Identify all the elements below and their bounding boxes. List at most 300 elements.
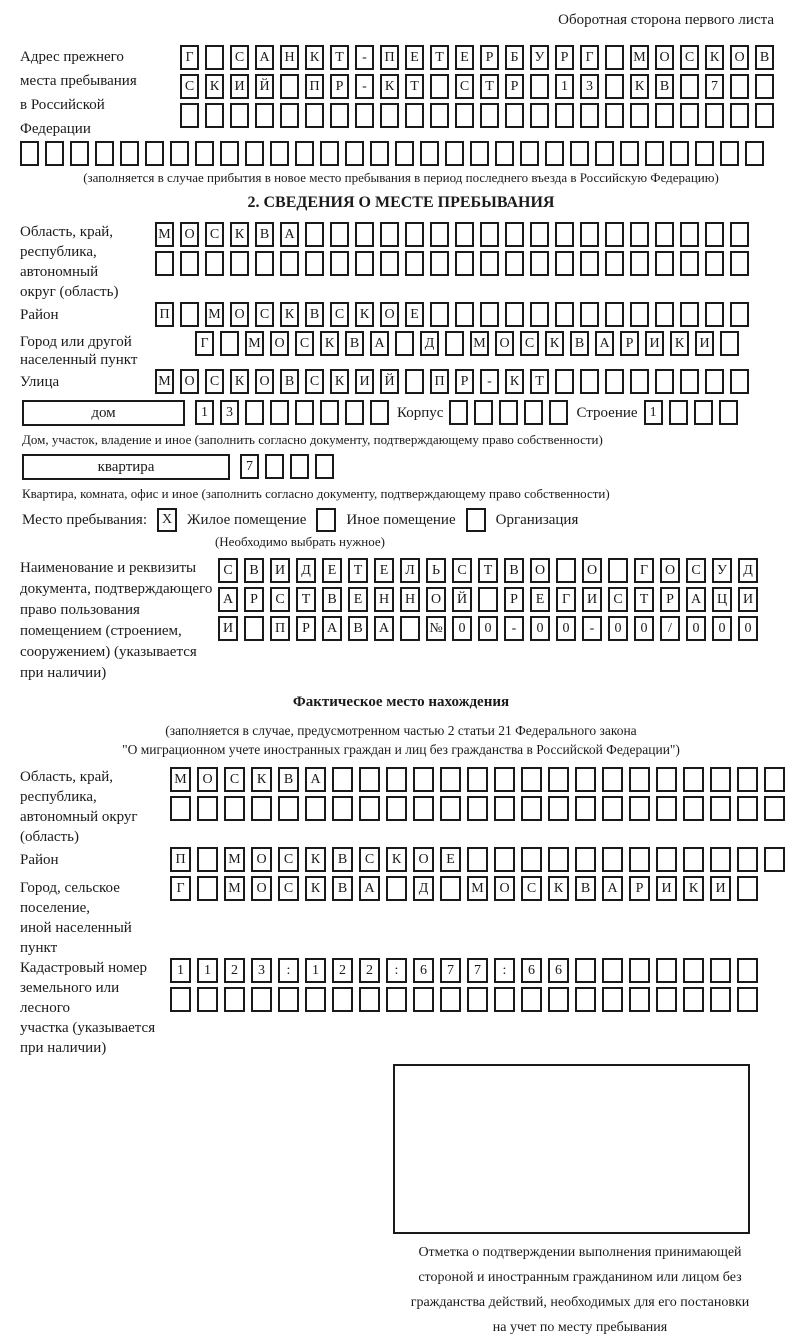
char-cell[interactable]: Л <box>400 558 420 583</box>
char-cell[interactable]: У <box>712 558 732 583</box>
char-cell[interactable]: К <box>545 331 564 356</box>
char-cell[interactable] <box>245 400 264 425</box>
char-cell[interactable] <box>575 958 596 983</box>
char-cell[interactable] <box>694 400 713 425</box>
char-cell[interactable]: Т <box>430 45 449 70</box>
char-cell[interactable]: В <box>755 45 774 70</box>
char-cell[interactable]: О <box>660 558 680 583</box>
char-cell[interactable]: Р <box>555 45 574 70</box>
char-cell[interactable]: К <box>355 302 374 327</box>
char-cell[interactable] <box>605 302 624 327</box>
char-cell[interactable] <box>440 987 461 1012</box>
char-cell[interactable]: К <box>320 331 339 356</box>
char-cell[interactable]: П <box>155 302 174 327</box>
char-cell[interactable] <box>413 796 434 821</box>
char-cell[interactable] <box>400 616 420 641</box>
char-cell[interactable] <box>405 222 424 247</box>
char-cell[interactable] <box>332 987 353 1012</box>
char-cell[interactable]: Й <box>452 587 472 612</box>
char-cell[interactable] <box>280 251 299 276</box>
char-cell[interactable]: М <box>630 45 649 70</box>
char-cell[interactable]: Г <box>580 45 599 70</box>
char-cell[interactable] <box>745 141 764 166</box>
char-cell[interactable] <box>355 222 374 247</box>
char-cell[interactable] <box>705 222 724 247</box>
char-cell[interactable] <box>395 331 414 356</box>
char-cell[interactable]: И <box>738 587 758 612</box>
char-cell[interactable] <box>197 796 218 821</box>
char-cell[interactable]: 3 <box>251 958 272 983</box>
char-cell[interactable]: О <box>655 45 674 70</box>
char-cell[interactable]: А <box>255 45 274 70</box>
char-cell[interactable] <box>505 302 524 327</box>
char-cell[interactable] <box>602 796 623 821</box>
char-cell[interactable]: - <box>355 45 374 70</box>
char-cell[interactable]: 0 <box>478 616 498 641</box>
char-cell[interactable]: Т <box>330 45 349 70</box>
char-cell[interactable]: 7 <box>440 958 461 983</box>
char-cell[interactable]: К <box>548 876 569 901</box>
char-cell[interactable]: 1 <box>305 958 326 983</box>
char-cell[interactable]: 7 <box>240 454 259 479</box>
char-cell[interactable]: А <box>322 616 342 641</box>
char-cell[interactable]: Р <box>330 74 349 99</box>
char-cell[interactable] <box>315 454 334 479</box>
char-cell[interactable]: С <box>230 45 249 70</box>
char-cell[interactable] <box>710 796 731 821</box>
char-cell[interactable] <box>629 958 650 983</box>
char-cell[interactable]: 2 <box>224 958 245 983</box>
char-cell[interactable]: Б <box>505 45 524 70</box>
char-cell[interactable] <box>330 251 349 276</box>
char-cell[interactable]: В <box>655 74 674 99</box>
char-cell[interactable]: А <box>359 876 380 901</box>
char-cell[interactable]: С <box>278 876 299 901</box>
char-cell[interactable]: В <box>570 331 589 356</box>
char-cell[interactable]: 0 <box>556 616 576 641</box>
char-cell[interactable]: М <box>205 302 224 327</box>
char-cell[interactable] <box>413 767 434 792</box>
char-cell[interactable]: А <box>374 616 394 641</box>
char-cell[interactable] <box>355 103 374 128</box>
char-cell[interactable]: С <box>608 587 628 612</box>
char-cell[interactable] <box>710 958 731 983</box>
char-cell[interactable] <box>455 251 474 276</box>
char-cell[interactable]: Е <box>348 587 368 612</box>
char-cell[interactable]: А <box>686 587 706 612</box>
char-cell[interactable] <box>405 369 424 394</box>
char-cell[interactable] <box>455 302 474 327</box>
char-cell[interactable] <box>330 222 349 247</box>
char-cell[interactable]: 1 <box>644 400 663 425</box>
char-cell[interactable]: 1 <box>195 400 214 425</box>
char-cell[interactable] <box>295 400 314 425</box>
char-cell[interactable]: С <box>521 876 542 901</box>
char-cell[interactable] <box>405 251 424 276</box>
char-cell[interactable]: О <box>251 876 272 901</box>
char-cell[interactable] <box>440 767 461 792</box>
char-cell[interactable] <box>197 876 218 901</box>
char-cell[interactable] <box>705 251 724 276</box>
char-cell[interactable] <box>720 141 739 166</box>
char-cell[interactable] <box>555 222 574 247</box>
char-cell[interactable] <box>332 767 353 792</box>
char-cell[interactable]: С <box>218 558 238 583</box>
char-cell[interactable] <box>445 141 464 166</box>
char-cell[interactable] <box>730 251 749 276</box>
char-cell[interactable] <box>683 847 704 872</box>
char-cell[interactable] <box>180 103 199 128</box>
char-cell[interactable]: М <box>224 876 245 901</box>
char-cell[interactable]: С <box>224 767 245 792</box>
char-cell[interactable] <box>720 331 739 356</box>
char-cell[interactable] <box>530 251 549 276</box>
char-cell[interactable] <box>359 796 380 821</box>
char-cell[interactable]: М <box>467 876 488 901</box>
char-cell[interactable] <box>629 987 650 1012</box>
char-cell[interactable] <box>670 141 689 166</box>
char-cell[interactable] <box>629 796 650 821</box>
char-cell[interactable]: Й <box>255 74 274 99</box>
char-cell[interactable]: 0 <box>452 616 472 641</box>
char-cell[interactable] <box>680 222 699 247</box>
char-cell[interactable]: Т <box>405 74 424 99</box>
char-cell[interactable]: К <box>230 222 249 247</box>
char-cell[interactable] <box>370 141 389 166</box>
char-cell[interactable]: И <box>710 876 731 901</box>
char-cell[interactable] <box>280 74 299 99</box>
char-cell[interactable] <box>530 103 549 128</box>
char-cell[interactable] <box>608 558 628 583</box>
char-cell[interactable] <box>195 141 214 166</box>
char-cell[interactable] <box>305 987 326 1012</box>
char-cell[interactable]: 6 <box>413 958 434 983</box>
char-cell[interactable]: С <box>305 369 324 394</box>
char-cell[interactable] <box>683 796 704 821</box>
char-cell[interactable]: Р <box>660 587 680 612</box>
char-cell[interactable] <box>305 796 326 821</box>
char-cell[interactable] <box>505 251 524 276</box>
char-cell[interactable] <box>467 767 488 792</box>
char-cell[interactable]: И <box>218 616 238 641</box>
checkbox-organization[interactable] <box>466 508 486 532</box>
char-cell[interactable] <box>602 767 623 792</box>
char-cell[interactable] <box>224 987 245 1012</box>
char-cell[interactable] <box>737 958 758 983</box>
char-cell[interactable] <box>655 369 674 394</box>
char-cell[interactable] <box>764 767 785 792</box>
char-cell[interactable]: Д <box>420 331 439 356</box>
char-cell[interactable]: В <box>348 616 368 641</box>
char-cell[interactable] <box>155 251 174 276</box>
char-cell[interactable] <box>605 369 624 394</box>
char-cell[interactable] <box>669 400 688 425</box>
house-type-box[interactable]: дом <box>22 400 185 426</box>
char-cell[interactable]: А <box>595 331 614 356</box>
char-cell[interactable]: Р <box>620 331 639 356</box>
char-cell[interactable] <box>355 251 374 276</box>
char-cell[interactable] <box>505 222 524 247</box>
char-cell[interactable]: С <box>680 45 699 70</box>
char-cell[interactable]: Г <box>195 331 214 356</box>
char-cell[interactable] <box>605 251 624 276</box>
char-cell[interactable]: О <box>495 331 514 356</box>
char-cell[interactable] <box>548 847 569 872</box>
char-cell[interactable] <box>656 847 677 872</box>
char-cell[interactable] <box>602 987 623 1012</box>
char-cell[interactable] <box>467 987 488 1012</box>
char-cell[interactable]: - <box>480 369 499 394</box>
char-cell[interactable] <box>230 103 249 128</box>
char-cell[interactable]: 1 <box>197 958 218 983</box>
char-cell[interactable]: 3 <box>220 400 239 425</box>
char-cell[interactable]: В <box>332 876 353 901</box>
char-cell[interactable] <box>244 616 264 641</box>
char-cell[interactable] <box>695 141 714 166</box>
char-cell[interactable] <box>380 222 399 247</box>
char-cell[interactable]: А <box>370 331 389 356</box>
char-cell[interactable] <box>449 400 468 425</box>
char-cell[interactable]: Т <box>296 587 316 612</box>
char-cell[interactable]: О <box>270 331 289 356</box>
char-cell[interactable] <box>430 251 449 276</box>
char-cell[interactable] <box>630 103 649 128</box>
char-cell[interactable] <box>737 796 758 821</box>
char-cell[interactable]: В <box>244 558 264 583</box>
char-cell[interactable] <box>737 847 758 872</box>
char-cell[interactable] <box>280 103 299 128</box>
char-cell[interactable]: И <box>230 74 249 99</box>
char-cell[interactable]: С <box>520 331 539 356</box>
char-cell[interactable] <box>680 369 699 394</box>
char-cell[interactable]: 0 <box>712 616 732 641</box>
char-cell[interactable] <box>470 141 489 166</box>
char-cell[interactable] <box>265 454 284 479</box>
char-cell[interactable] <box>332 796 353 821</box>
char-cell[interactable]: П <box>305 74 324 99</box>
char-cell[interactable] <box>499 400 518 425</box>
char-cell[interactable]: В <box>255 222 274 247</box>
char-cell[interactable] <box>380 251 399 276</box>
char-cell[interactable] <box>295 141 314 166</box>
char-cell[interactable] <box>180 302 199 327</box>
char-cell[interactable]: Т <box>480 74 499 99</box>
char-cell[interactable]: С <box>180 74 199 99</box>
char-cell[interactable]: С <box>455 74 474 99</box>
char-cell[interactable] <box>730 74 749 99</box>
char-cell[interactable] <box>656 767 677 792</box>
char-cell[interactable]: М <box>470 331 489 356</box>
char-cell[interactable]: К <box>205 74 224 99</box>
char-cell[interactable] <box>630 251 649 276</box>
char-cell[interactable]: Н <box>280 45 299 70</box>
char-cell[interactable] <box>170 796 191 821</box>
char-cell[interactable]: К <box>305 876 326 901</box>
char-cell[interactable]: О <box>494 876 515 901</box>
char-cell[interactable]: 1 <box>170 958 191 983</box>
char-cell[interactable]: С <box>278 847 299 872</box>
char-cell[interactable] <box>480 103 499 128</box>
char-cell[interactable]: Ь <box>426 558 446 583</box>
char-cell[interactable]: 0 <box>608 616 628 641</box>
char-cell[interactable]: Р <box>505 74 524 99</box>
char-cell[interactable]: С <box>686 558 706 583</box>
char-cell[interactable] <box>305 222 324 247</box>
char-cell[interactable] <box>629 767 650 792</box>
char-cell[interactable] <box>170 141 189 166</box>
char-cell[interactable]: В <box>278 767 299 792</box>
char-cell[interactable] <box>440 796 461 821</box>
char-cell[interactable] <box>580 302 599 327</box>
char-cell[interactable] <box>755 74 774 99</box>
char-cell[interactable]: 2 <box>332 958 353 983</box>
char-cell[interactable]: И <box>645 331 664 356</box>
char-cell[interactable]: М <box>155 369 174 394</box>
char-cell[interactable] <box>413 987 434 1012</box>
char-cell[interactable]: Е <box>440 847 461 872</box>
char-cell[interactable] <box>683 767 704 792</box>
char-cell[interactable]: 0 <box>530 616 550 641</box>
char-cell[interactable]: Ц <box>712 587 732 612</box>
char-cell[interactable] <box>386 987 407 1012</box>
char-cell[interactable] <box>255 251 274 276</box>
char-cell[interactable] <box>320 141 339 166</box>
char-cell[interactable] <box>530 302 549 327</box>
char-cell[interactable] <box>359 767 380 792</box>
char-cell[interactable]: : <box>494 958 515 983</box>
char-cell[interactable]: К <box>630 74 649 99</box>
char-cell[interactable]: В <box>280 369 299 394</box>
char-cell[interactable]: К <box>330 369 349 394</box>
char-cell[interactable]: 3 <box>580 74 599 99</box>
char-cell[interactable] <box>764 796 785 821</box>
char-cell[interactable]: О <box>582 558 602 583</box>
char-cell[interactable] <box>521 767 542 792</box>
char-cell[interactable] <box>605 222 624 247</box>
char-cell[interactable] <box>120 141 139 166</box>
char-cell[interactable]: П <box>170 847 191 872</box>
char-cell[interactable]: 1 <box>555 74 574 99</box>
char-cell[interactable]: С <box>255 302 274 327</box>
char-cell[interactable] <box>270 141 289 166</box>
char-cell[interactable]: К <box>386 847 407 872</box>
char-cell[interactable] <box>474 400 493 425</box>
char-cell[interactable] <box>445 331 464 356</box>
char-cell[interactable]: М <box>170 767 191 792</box>
char-cell[interactable] <box>656 987 677 1012</box>
char-cell[interactable]: Е <box>455 45 474 70</box>
char-cell[interactable]: С <box>359 847 380 872</box>
char-cell[interactable] <box>575 796 596 821</box>
char-cell[interactable] <box>645 141 664 166</box>
char-cell[interactable]: С <box>330 302 349 327</box>
char-cell[interactable]: И <box>582 587 602 612</box>
char-cell[interactable] <box>386 796 407 821</box>
char-cell[interactable] <box>455 103 474 128</box>
char-cell[interactable]: В <box>504 558 524 583</box>
char-cell[interactable] <box>370 400 389 425</box>
char-cell[interactable]: Е <box>405 45 424 70</box>
char-cell[interactable] <box>145 141 164 166</box>
char-cell[interactable]: 2 <box>359 958 380 983</box>
char-cell[interactable]: О <box>180 369 199 394</box>
char-cell[interactable] <box>305 251 324 276</box>
char-cell[interactable] <box>521 987 542 1012</box>
char-cell[interactable]: С <box>205 222 224 247</box>
char-cell[interactable] <box>440 876 461 901</box>
char-cell[interactable] <box>290 454 309 479</box>
char-cell[interactable]: Н <box>400 587 420 612</box>
char-cell[interactable]: Р <box>296 616 316 641</box>
char-cell[interactable] <box>180 251 199 276</box>
char-cell[interactable] <box>197 847 218 872</box>
char-cell[interactable]: 0 <box>686 616 706 641</box>
char-cell[interactable]: С <box>205 369 224 394</box>
char-cell[interactable]: В <box>332 847 353 872</box>
char-cell[interactable]: № <box>426 616 446 641</box>
char-cell[interactable] <box>494 767 515 792</box>
char-cell[interactable]: С <box>452 558 472 583</box>
char-cell[interactable] <box>656 958 677 983</box>
char-cell[interactable] <box>270 400 289 425</box>
char-cell[interactable] <box>710 847 731 872</box>
char-cell[interactable]: И <box>656 876 677 901</box>
char-cell[interactable]: О <box>251 847 272 872</box>
char-cell[interactable] <box>555 302 574 327</box>
char-cell[interactable] <box>251 796 272 821</box>
char-cell[interactable] <box>580 222 599 247</box>
char-cell[interactable]: К <box>280 302 299 327</box>
char-cell[interactable] <box>95 141 114 166</box>
char-cell[interactable]: 0 <box>738 616 758 641</box>
char-cell[interactable]: : <box>386 958 407 983</box>
char-cell[interactable] <box>467 796 488 821</box>
char-cell[interactable]: П <box>380 45 399 70</box>
char-cell[interactable] <box>255 103 274 128</box>
char-cell[interactable] <box>521 847 542 872</box>
char-cell[interactable] <box>605 74 624 99</box>
char-cell[interactable] <box>555 251 574 276</box>
char-cell[interactable] <box>220 331 239 356</box>
char-cell[interactable]: А <box>305 767 326 792</box>
char-cell[interactable] <box>705 103 724 128</box>
char-cell[interactable] <box>683 987 704 1012</box>
char-cell[interactable]: Т <box>634 587 654 612</box>
char-cell[interactable] <box>45 141 64 166</box>
char-cell[interactable] <box>430 222 449 247</box>
char-cell[interactable]: Г <box>180 45 199 70</box>
char-cell[interactable] <box>345 400 364 425</box>
char-cell[interactable]: Д <box>413 876 434 901</box>
char-cell[interactable] <box>520 141 539 166</box>
char-cell[interactable]: 0 <box>634 616 654 641</box>
char-cell[interactable] <box>345 141 364 166</box>
char-cell[interactable]: Р <box>480 45 499 70</box>
char-cell[interactable] <box>605 45 624 70</box>
char-cell[interactable] <box>730 103 749 128</box>
apartment-type-box[interactable]: квартира <box>22 454 230 480</box>
char-cell[interactable]: Е <box>374 558 394 583</box>
char-cell[interactable] <box>570 141 589 166</box>
char-cell[interactable]: - <box>582 616 602 641</box>
char-cell[interactable] <box>505 103 524 128</box>
char-cell[interactable]: Т <box>478 558 498 583</box>
char-cell[interactable] <box>548 796 569 821</box>
char-cell[interactable]: В <box>322 587 342 612</box>
char-cell[interactable]: И <box>355 369 374 394</box>
char-cell[interactable] <box>230 251 249 276</box>
char-cell[interactable] <box>494 796 515 821</box>
